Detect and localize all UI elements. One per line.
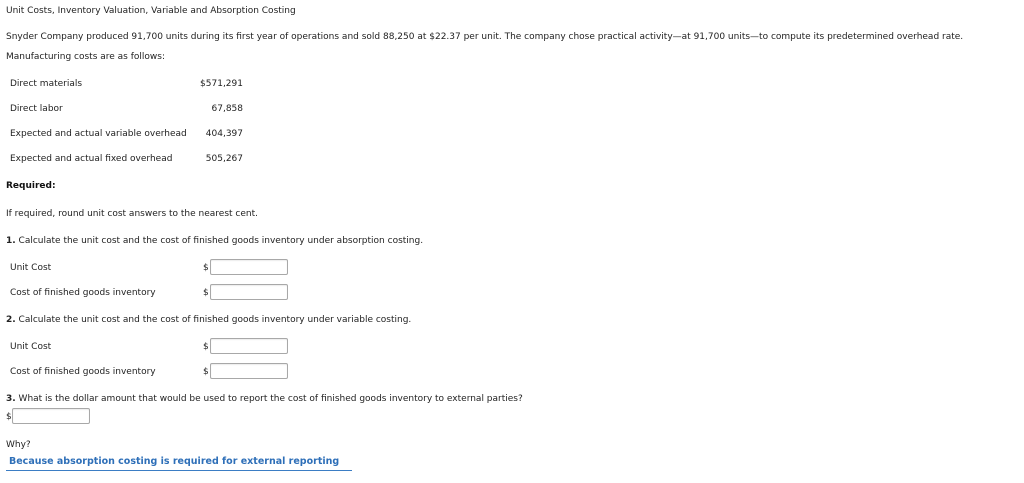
q1-fg-inventory-currency: $ (203, 288, 209, 298)
q1-fg-inventory-input[interactable] (211, 285, 287, 299)
question-3-number: 3. (6, 394, 16, 404)
q2-fg-inventory-currency: $ (203, 367, 209, 377)
q1-fg-inventory-field[interactable] (210, 284, 288, 300)
q3-currency: $ (6, 412, 12, 422)
required-heading: Required: (6, 181, 56, 191)
q1-unit-cost-label: Unit Cost (10, 263, 52, 273)
cost-label-direct-materials: Direct materials (10, 79, 83, 89)
manufacturing-costs-intro: Manufacturing costs are as follows: (6, 52, 165, 62)
q2-unit-cost-currency: $ (203, 342, 209, 352)
why-label: Why? (6, 440, 31, 450)
page-title: Unit Costs, Inventory Valuation, Variable and Absorption Costing (6, 6, 296, 16)
question-3 (6, 394, 523, 404)
q2-fg-inventory-field[interactable] (210, 363, 288, 379)
q1-unit-cost-field[interactable] (210, 259, 288, 275)
why-answer-select[interactable] (6, 456, 352, 471)
q2-fg-inventory-label: Cost of finished goods inventory (10, 367, 156, 377)
question-1-text: Calculate the unit cost and the cost of finished goods inventory under absorption costing. (15, 236, 424, 246)
cost-label-fixed-overhead: Expected and actual fixed overhead (10, 154, 173, 164)
q2-unit-cost-label: Unit Cost (10, 342, 52, 352)
question-2-number: 2. (6, 315, 16, 325)
q3-amount-input[interactable] (13, 409, 89, 423)
q2-unit-cost-field[interactable] (210, 338, 288, 354)
question-1 (6, 236, 423, 246)
rounding-note: If required, round unit cost answers to the nearest cent. (6, 209, 258, 219)
q2-unit-cost-input[interactable] (211, 339, 287, 353)
question-2-text: Calculate the unit cost and the cost of finished goods inventory under variable costing. (15, 315, 412, 325)
cost-label-direct-labor: Direct labor (10, 104, 63, 114)
cost-value-variable-overhead: 404,397 (205, 129, 243, 139)
cost-value-direct-materials: $571,291 (200, 79, 243, 89)
question-1-number: 1. (6, 236, 16, 246)
q1-fg-inventory-label: Cost of finished goods inventory (10, 288, 156, 298)
why-answer-text: Because absorption costing is required for external reporting (9, 456, 340, 467)
q1-unit-cost-currency: $ (203, 263, 209, 273)
cost-value-fixed-overhead: 505,267 (205, 154, 243, 164)
question-3-text: What is the dollar amount that would be used to report the cost of finished goods inventory to external parties? (15, 394, 523, 404)
q2-fg-inventory-input[interactable] (211, 364, 287, 378)
question-2 (6, 315, 411, 325)
q1-unit-cost-input[interactable] (211, 260, 287, 274)
cost-value-direct-labor: 67,858 (211, 104, 243, 114)
cost-label-variable-overhead: Expected and actual variable overhead (10, 129, 187, 139)
q3-amount-field[interactable] (12, 408, 90, 424)
problem-statement: Snyder Company produced 91,700 units during its first year of operations and sold 88,250 at $22.37 per unit. The company chose practical activity—at 91,700 units—to compute its predetermined overhead rate. (6, 32, 964, 42)
